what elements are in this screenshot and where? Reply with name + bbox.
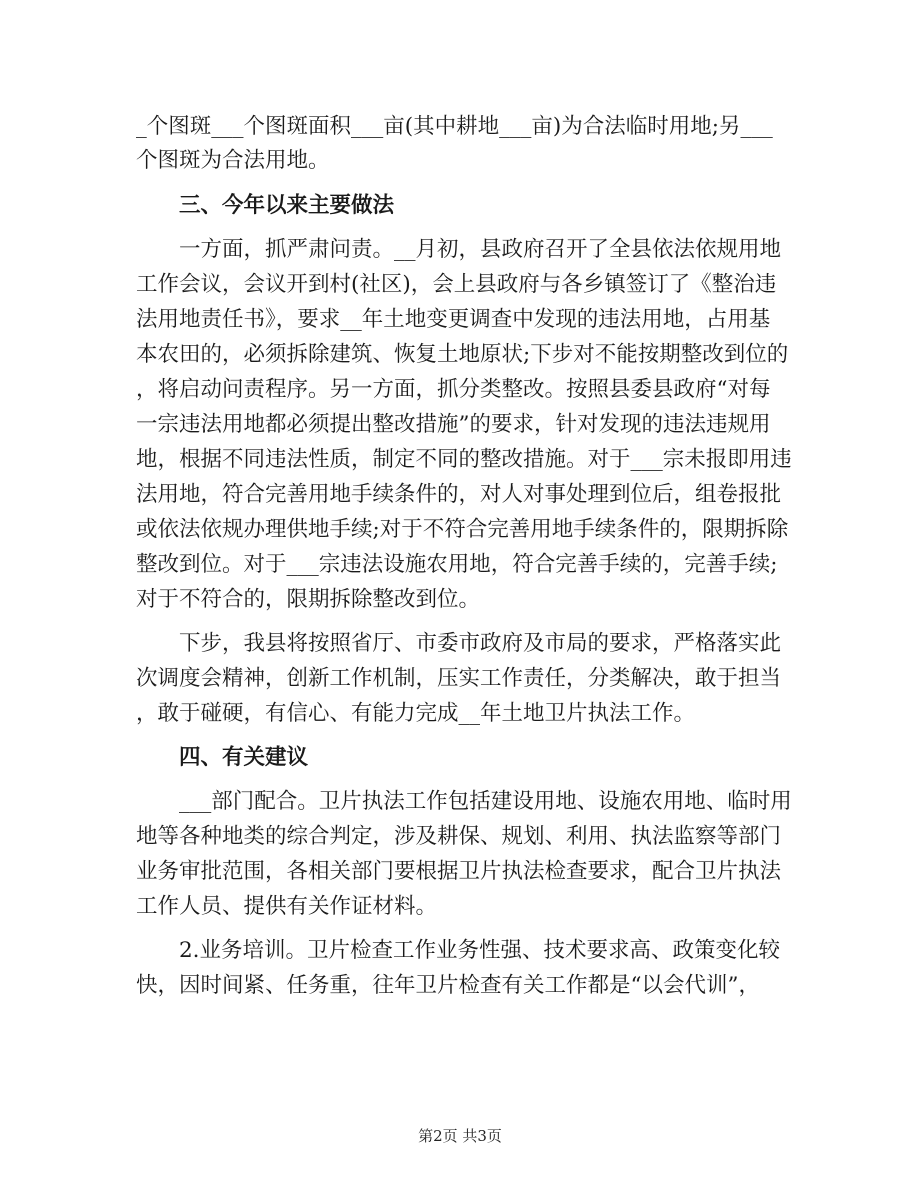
section-heading: 三、今年以来主要做法 xyxy=(136,193,395,218)
body-line: ，将启动问责程序。另一方面，抓分类整改。按照县委县政府“对每 xyxy=(136,377,771,402)
body-line: 工作会议，会议开到村(社区)，会上县政府与各乡镇签订了《整治违 xyxy=(136,272,777,297)
body-line: 2.业务培训。卫片检查工作业务性强、技术要求高、政策变化较 xyxy=(136,938,781,963)
body-line: 下步，我县将按照省厅、市委市政府及市局的要求，严格落实此 xyxy=(136,631,782,656)
body-line: 整改到位。对于___宗违法设施农用地，符合完善手续的，完善手续; xyxy=(136,552,778,577)
body-line: 本农田的，必须拆除建筑、恢复土地原状;下步对不能按期整改到位的 xyxy=(136,342,789,367)
page-footer: 第2页 共3页 xyxy=(418,1127,502,1145)
section-heading: 四、有关建议 xyxy=(136,745,309,770)
body-line: 次调度会精神，创新工作机制，压实工作责任，分类解决，敢于担当 xyxy=(136,666,782,691)
body-line: 或依法依规办理供地手续;对于不符合完善用地手续条件的，限期拆除 xyxy=(136,517,789,542)
body-line: 一方面，抓严肃问责。__月初，县政府召开了全县依法依规用地 xyxy=(136,237,782,262)
body-line: 业务审批范围，各相关部门要根据卫片执法检查要求，配合卫片执法 xyxy=(136,859,782,884)
body-line: 个图斑为合法用地。 xyxy=(136,148,330,173)
body-line: 对于不符合的，限期拆除整改到位。 xyxy=(136,587,481,612)
body-line: ，敢于碰硬，有信心、有能力完成__年土地卫片执法工作。 xyxy=(136,701,696,726)
body-line: ___部门配合。卫片执法工作包括建设用地、设施农用地、临时用 xyxy=(136,789,792,814)
body-line: 工作人员、提供有关作证材料。 xyxy=(136,894,438,919)
body-line: 法用地责任书》，要求__年土地变更调查中发现的违法用地，占用基 xyxy=(136,307,771,332)
body-line: 法用地，符合完善用地手续条件的，对人对事处理到位后，组卷报批 xyxy=(136,482,782,507)
body-line: _个图斑___个图斑面积___亩(其中耕地___亩)为合法临时用地;另___ xyxy=(136,114,773,139)
body-line: 一宗违法用地都必须提出整改措施”的要求，针对发现的违法违规用 xyxy=(136,412,771,437)
body-line: 地等各种地类的综合判定，涉及耕保、规划、利用、执法监察等部门 xyxy=(136,824,782,849)
body-line: 快，因时间紧、任务重，往年卫片检查有关工作都是“以会代训”， xyxy=(136,973,760,998)
body-line: 地，根据不同违法性质，制定不同的整改措施。对于___宗未报即用违 xyxy=(136,447,792,472)
